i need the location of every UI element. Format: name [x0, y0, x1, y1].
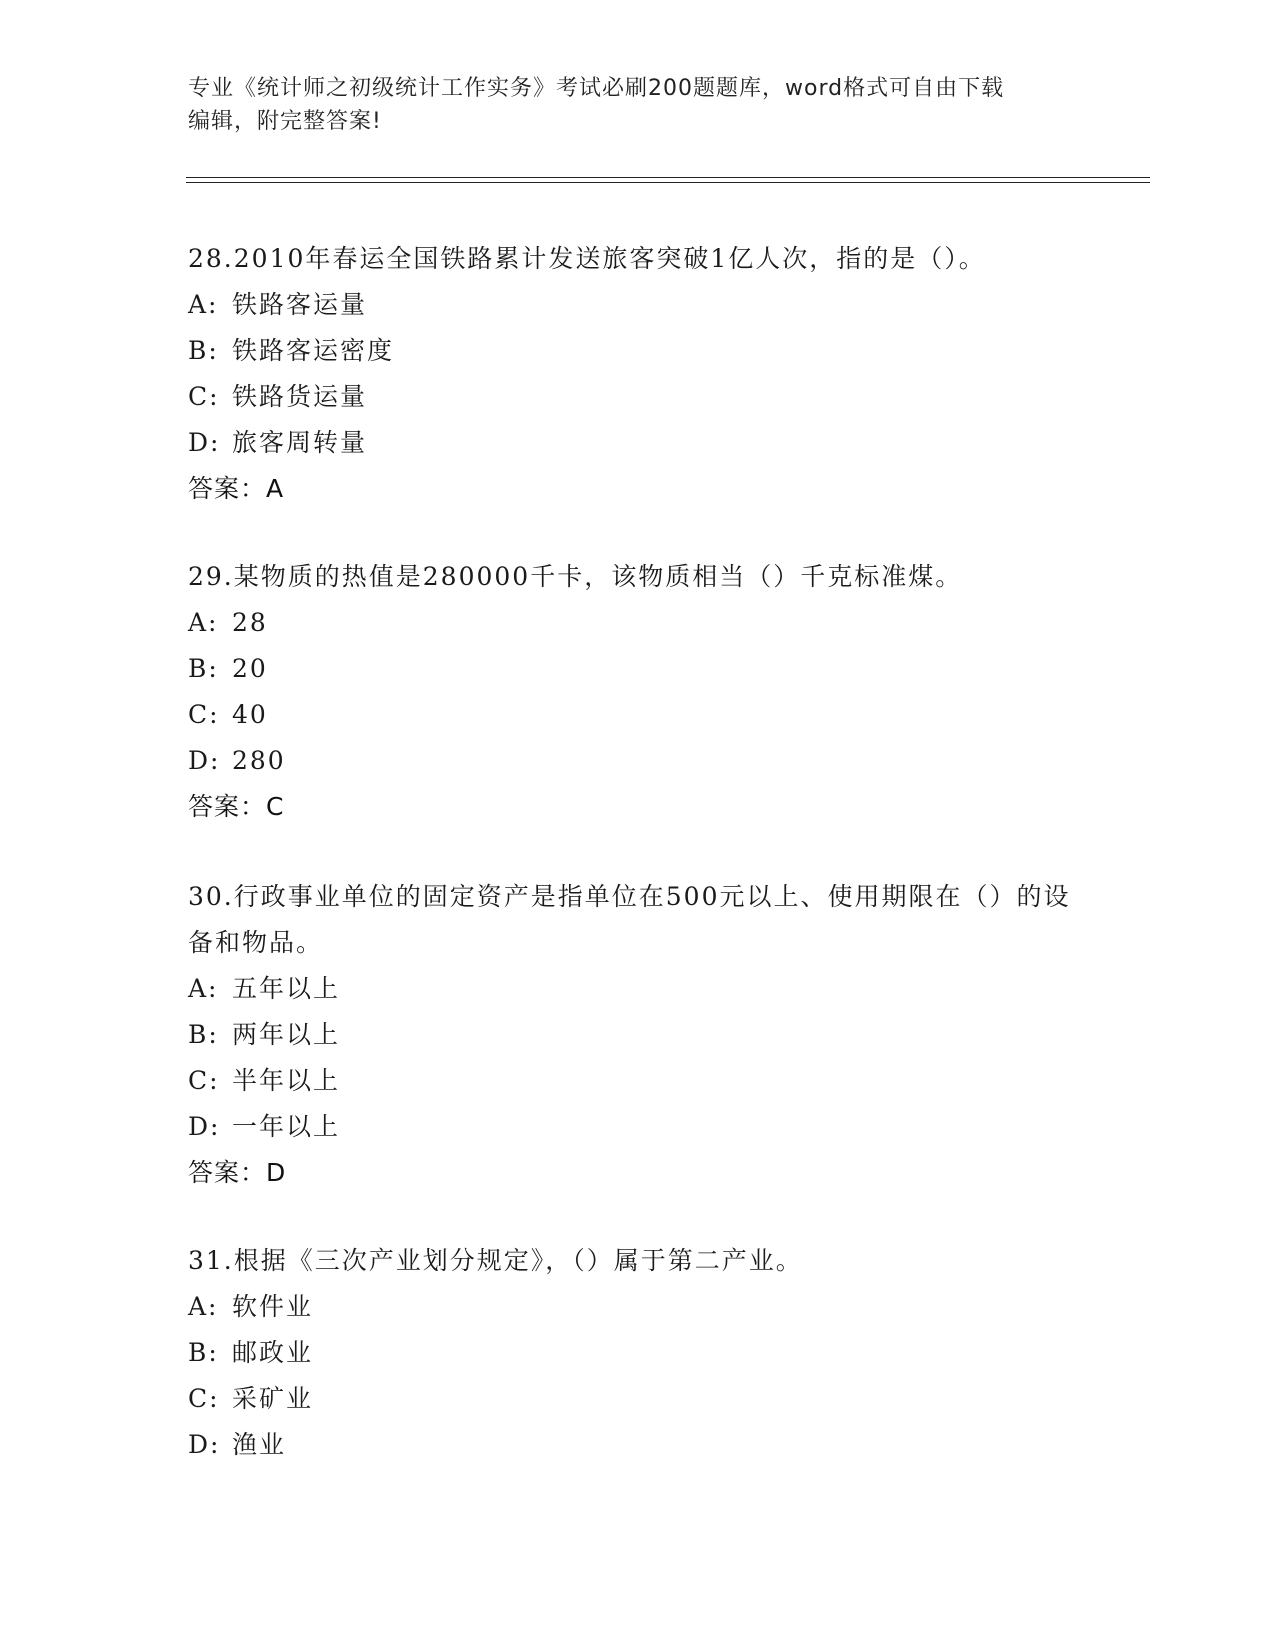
option-key: B:	[188, 336, 219, 365]
option-a	[188, 966, 1088, 1012]
question-text: 29.某物质的热值是280000千卡，该物质相当（）千克标准煤。	[188, 562, 963, 591]
question-block-28	[188, 236, 1088, 512]
question-block-30	[188, 874, 1088, 1196]
option-d	[188, 738, 1088, 784]
document-header	[188, 72, 1088, 138]
option-key: C:	[188, 700, 220, 729]
option-text: 软件业	[232, 1292, 314, 1321]
option-text: 铁路货运量	[232, 382, 368, 411]
question-text: 28.2010年春运全国铁路累计发送旅客突破1亿人次，指的是（）。	[188, 244, 986, 273]
header-line-2: 编辑，附完整答案!	[188, 109, 382, 134]
question-block-29	[188, 554, 1088, 830]
option-text: 20	[232, 654, 268, 683]
answer-text: 答案：A	[188, 474, 285, 503]
option-text: 铁路客运密度	[232, 336, 395, 365]
answer-text: 答案：D	[188, 1158, 287, 1187]
option-d	[188, 420, 1088, 466]
option-text: 五年以上	[232, 974, 341, 1003]
option-key: B:	[188, 1020, 219, 1049]
option-a	[188, 600, 1088, 646]
option-text: 两年以上	[232, 1020, 341, 1049]
option-key: C:	[188, 382, 220, 411]
option-a	[188, 282, 1088, 328]
option-text: 铁路客运量	[232, 290, 368, 319]
option-c	[188, 692, 1088, 738]
option-text: 邮政业	[232, 1338, 314, 1367]
option-text: 280	[232, 746, 286, 775]
question-block-31	[188, 1238, 1088, 1468]
option-b	[188, 1012, 1088, 1058]
option-key: A:	[188, 608, 219, 637]
option-key: B:	[188, 654, 219, 683]
option-text: 28	[232, 608, 268, 637]
option-c	[188, 1058, 1088, 1104]
question-text: 31.根据《三次产业划分规定》，（）属于第二产业。	[188, 1246, 803, 1275]
option-a	[188, 1284, 1088, 1330]
option-text: 旅客周转量	[232, 428, 368, 457]
header-divider-top	[186, 177, 1150, 178]
answer-text: 答案：C	[188, 792, 285, 821]
option-key: C:	[188, 1066, 220, 1095]
option-key: A:	[188, 1292, 219, 1321]
option-b	[188, 328, 1088, 374]
option-key: C:	[188, 1384, 220, 1413]
option-d	[188, 1104, 1088, 1150]
option-d	[188, 1422, 1088, 1468]
option-text: 一年以上	[232, 1112, 341, 1141]
option-key: D:	[188, 746, 221, 775]
option-text: 采矿业	[232, 1384, 314, 1413]
option-key: D:	[188, 428, 221, 457]
option-text: 渔业	[232, 1430, 287, 1459]
option-key: D:	[188, 1430, 221, 1459]
option-key: A:	[188, 290, 219, 319]
option-b	[188, 1330, 1088, 1376]
header-divider-bottom	[186, 182, 1150, 183]
header-line-1: 专业《统计师之初级统计工作实务》考试必刷200题题库，word格式可自由下载	[188, 76, 1005, 101]
option-c	[188, 1376, 1088, 1422]
option-key: D:	[188, 1112, 221, 1141]
option-key: A:	[188, 974, 219, 1003]
option-c	[188, 374, 1088, 420]
option-key: B:	[188, 1338, 219, 1367]
option-text: 半年以上	[232, 1066, 341, 1095]
option-text: 40	[232, 700, 268, 729]
option-b	[188, 646, 1088, 692]
question-text: 30.行政事业单位的固定资产是指单位在500元以上、使用期限在（）的设备和物品。	[188, 882, 1071, 957]
